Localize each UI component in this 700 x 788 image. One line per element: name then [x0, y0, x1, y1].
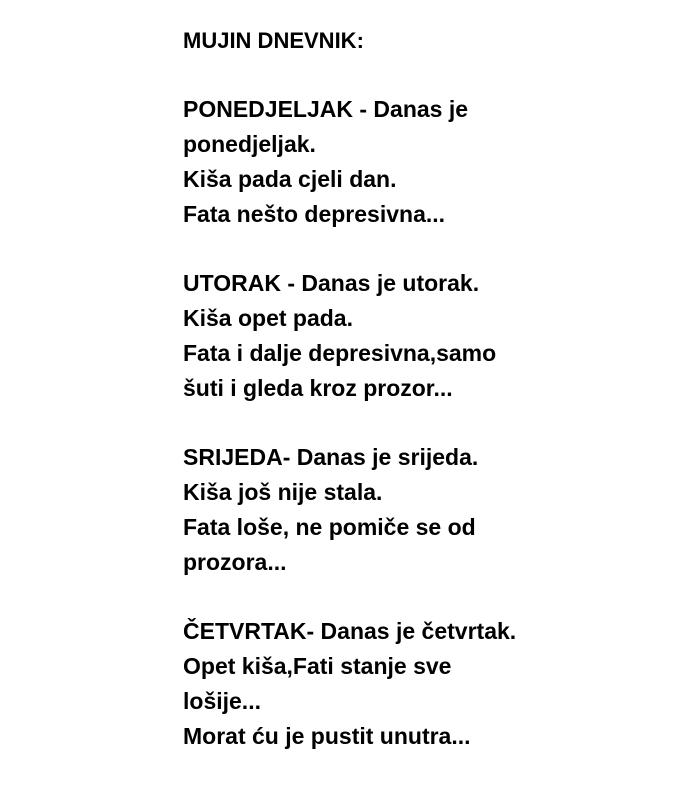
diary-document — [183, 24, 683, 788]
entry-line: šuti i gleda kroz prozor... — [183, 375, 453, 401]
entry-line: UTORAK - Danas je utorak. — [183, 270, 480, 296]
entry-line: Kiša još nije stala. — [183, 479, 383, 505]
entry-line: PONEDJELJAK - Danas je — [183, 96, 469, 122]
entry-line: prozora... — [183, 549, 287, 575]
entry-line: Opet kiša,Fati stanje sve — [183, 653, 452, 679]
diary-title: MUJIN DNEVNIK: — [183, 28, 364, 53]
entry-line: Kiša opet pada. — [183, 305, 353, 331]
entry-line: Fata loše, ne pomiče se od — [183, 514, 476, 540]
entry-line: SRIJEDA- Danas je srijeda. — [183, 444, 479, 470]
diary-entry-monday — [183, 92, 683, 232]
diary-entry-tuesday — [183, 266, 683, 406]
diary-entry-thursday — [183, 614, 683, 754]
entry-line: Fata nešto depresivna... — [183, 201, 446, 227]
entry-line: ČETVRTAK- Danas je četvrtak. — [183, 618, 517, 644]
diary-entry-wednesday — [183, 440, 683, 580]
entry-line: ponedjeljak. — [183, 131, 316, 157]
entry-line: Kiša pada cjeli dan. — [183, 166, 397, 192]
entry-line: Fata i dalje depresivna,samo — [183, 340, 497, 366]
entry-line: Morat ću je pustit unutra... — [183, 723, 471, 749]
entry-line: lošije... — [183, 688, 261, 714]
